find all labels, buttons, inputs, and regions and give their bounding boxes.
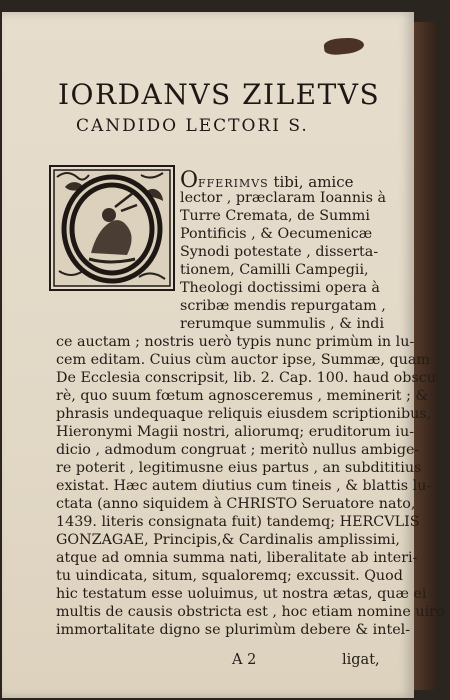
text-line: 1439. literis consignata fuit) tandemq; HERCVLIS — [56, 514, 420, 530]
signature-mark: A 2 — [232, 652, 257, 668]
text-line: Theologi doctissimi opera à — [180, 280, 380, 296]
decorated-initial — [49, 165, 175, 291]
text-line: immortalitate digno se plurimùm debere & intel- — [56, 622, 411, 638]
text-line: hic testatum esse uoluimus, ut nostra ætas, quæ ei — [56, 586, 427, 602]
text-line: multis de causis obstricta est , hoc etiam nomine uiro — [56, 604, 445, 620]
text-line: scribæ mendis repurgatam , — [180, 298, 386, 314]
text-line: tionem, Camilli Campegii, — [180, 262, 369, 278]
text-line: GONZAGAE, Principis,& Cardinalis amplissimi, — [56, 532, 400, 548]
text-line: dicio , admodum congruat ; meritò nullus ambige- — [56, 442, 420, 458]
text-line: rè, quo suum fœtum agnosceremus , meminerit ; & — [56, 388, 429, 404]
text-line: De Ecclesia conscripsit, lib. 2. Cap. 100. haud obscu — [56, 370, 436, 386]
page-subtitle: CANDIDO LECTORI S. — [76, 116, 309, 136]
book-page — [2, 12, 445, 698]
page-stain — [323, 36, 364, 56]
text-line: Pontificis , & Oecumenicæ — [180, 226, 373, 242]
first-line-text: tibi, amice — [268, 173, 354, 191]
first-line-drop: O — [180, 168, 199, 193]
text-line: Hieronymi Magii nostri, aliorumq; eruditorum iu- — [56, 424, 415, 440]
first-line-smallcaps: FFERIMVS — [198, 177, 269, 190]
text-line: re poterit , legitimusne eius partus , an subdititius — [56, 460, 422, 476]
text-line: lector , præclaram Ioannis à — [180, 190, 387, 206]
text-line: atque ad omnia summa nati, liberalitate ab interi- — [56, 550, 418, 566]
text-line: rerumque summulis , & indi — [180, 316, 385, 332]
catchword: ligat, — [342, 652, 380, 668]
text-line: Turre Cremata, de Summi — [180, 208, 370, 224]
page-title: IORDANVS ZILETVS — [58, 78, 381, 111]
text-line: cem editam. Cuius cùm auctor ipse, Summæ, quam — [56, 352, 430, 368]
text-line: Synodi potestate , disserta- — [180, 244, 379, 260]
text-line: existat. Hæc autem diutius cum tineis , & blattis lu- — [56, 478, 432, 494]
text-line: tu uindicata, situm, squaloremq; excussit. Quod — [56, 568, 403, 584]
text-line: phrasis undequaque reliquis eiusdem scriptionibus, — [56, 406, 432, 422]
text-line: ctata (anno siquidem à CHRISTO Seruatore nato, — [56, 496, 416, 512]
text-line: ce auctam ; nostris uerò typis nunc primùm in lu- — [56, 334, 415, 350]
woodcut-initial-icon — [51, 167, 173, 289]
